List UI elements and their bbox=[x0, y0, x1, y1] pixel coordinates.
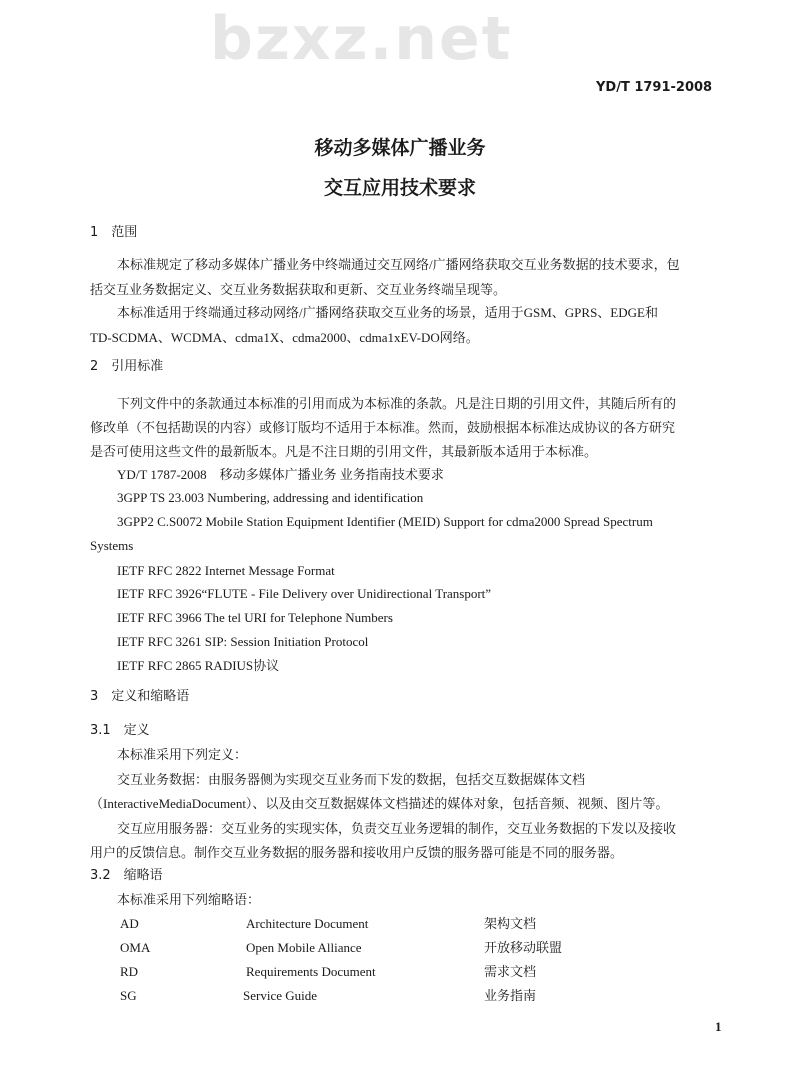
reference-item: 3GPP2 C.S0072 Mobile Station Equipment Identifier (MEID) Support for cdma2000 Spread Spectrum bbox=[117, 514, 653, 529]
abbr-chinese: 业务指南 bbox=[484, 988, 537, 1003]
section3-heading: 3 定义和缩略语 bbox=[90, 689, 190, 704]
section31-heading: 3.1 定义 bbox=[90, 723, 150, 738]
para-line: 本标准适用于终端通过移动网络/广播网络获取交互业务的场景，适用于GSM、GPRS、EDGE和 bbox=[117, 305, 658, 320]
abbr-english: Requirements Document bbox=[246, 964, 376, 979]
watermark: bzxz.net bbox=[210, 4, 513, 74]
abbr: SG bbox=[120, 988, 137, 1003]
para-line: TD-SCDMA、WCDMA、cdma1X、cdma2000、cdma1xEV-DO网络。 bbox=[90, 330, 479, 345]
abbr-chinese: 架构文档 bbox=[484, 916, 537, 931]
abbr: RD bbox=[120, 964, 139, 979]
para-line: 括交互业务数据定义、交互业务数据获取和更新、交互业务终端呈现等。 bbox=[90, 282, 507, 297]
reference-item: IETF RFC 2865 RADIUS协议 bbox=[117, 658, 280, 673]
reference-item: Systems bbox=[90, 538, 134, 553]
para-line: 本标准采用下列缩略语： bbox=[117, 892, 261, 907]
page-number: 1 bbox=[715, 1019, 722, 1034]
para-line: 是否可使用这些文件的最新版本。凡是不注日期的引用文件，其最新版本适用于本标准。 bbox=[90, 444, 598, 459]
para-line: 用户的反馈信息。制作交互业务数据的服务器和接收用户反馈的服务器可能是不同的服务器。 bbox=[90, 845, 624, 860]
para-line: 修改单（不包括勘误的内容）或修订版均不适用于本标准。然而，鼓励根据本标准达成协议的各方研究 bbox=[90, 420, 676, 435]
reference-item: IETF RFC 2822 Internet Message Format bbox=[117, 563, 335, 578]
abbr-chinese: 需求文档 bbox=[484, 964, 537, 979]
title-line2: 交互应用技术要求 bbox=[323, 177, 476, 199]
reference-item: 3GPP TS 23.003 Numbering, addressing and identification bbox=[117, 490, 424, 505]
abbr-english: Architecture Document bbox=[246, 916, 369, 931]
para-line: 本标准规定了移动多媒体广播业务中终端通过交互网络/广播网络获取交互业务数据的技术要求，包 bbox=[117, 257, 680, 272]
section1-heading: 1 范围 bbox=[90, 225, 138, 240]
abbr-chinese: 开放移动联盟 bbox=[484, 940, 563, 955]
section2-heading: 2 引用标准 bbox=[90, 359, 164, 374]
abbr-english: Service Guide bbox=[243, 988, 318, 1003]
section32-heading: 3.2 缩略语 bbox=[90, 868, 163, 883]
para-line: 下列文件中的条款通过本标准的引用而成为本标准的条款。凡是注日期的引用文件，其随后所有的 bbox=[117, 396, 677, 411]
reference-item: YD/T 1787-2008 移动多媒体广播业务 业务指南技术要求 bbox=[117, 467, 444, 482]
abbr: OMA bbox=[120, 940, 151, 955]
para-line: 交互应用服务器：交互业务的实现实体，负责交互业务逻辑的制作，交互业务数据的下发以及接收 bbox=[117, 821, 677, 836]
para-line: 交互业务数据：由服务器侧为实现交互业务而下发的数据，包括交互数据媒体文档 bbox=[117, 772, 586, 787]
para-line: （InteractiveMediaDocument）、以及由交互数据媒体文档描述的媒体对象，包括音频、视频、图片等。 bbox=[90, 796, 669, 811]
abbr: AD bbox=[120, 916, 139, 931]
doc-number: YD/T 1791-2008 bbox=[596, 80, 713, 95]
reference-item: IETF RFC 3926“FLUTE - File Delivery over Unidirectional Transport” bbox=[117, 586, 492, 601]
title-line1: 移动多媒体广播业务 bbox=[314, 137, 486, 159]
reference-item: IETF RFC 3966 The tel URI for Telephone Numbers bbox=[117, 610, 393, 625]
reference-item: IETF RFC 3261 SIP: Session Initiation Protocol bbox=[117, 634, 369, 649]
abbr-english: Open Mobile Alliance bbox=[246, 940, 362, 955]
para-line: 本标准采用下列定义： bbox=[117, 747, 248, 762]
